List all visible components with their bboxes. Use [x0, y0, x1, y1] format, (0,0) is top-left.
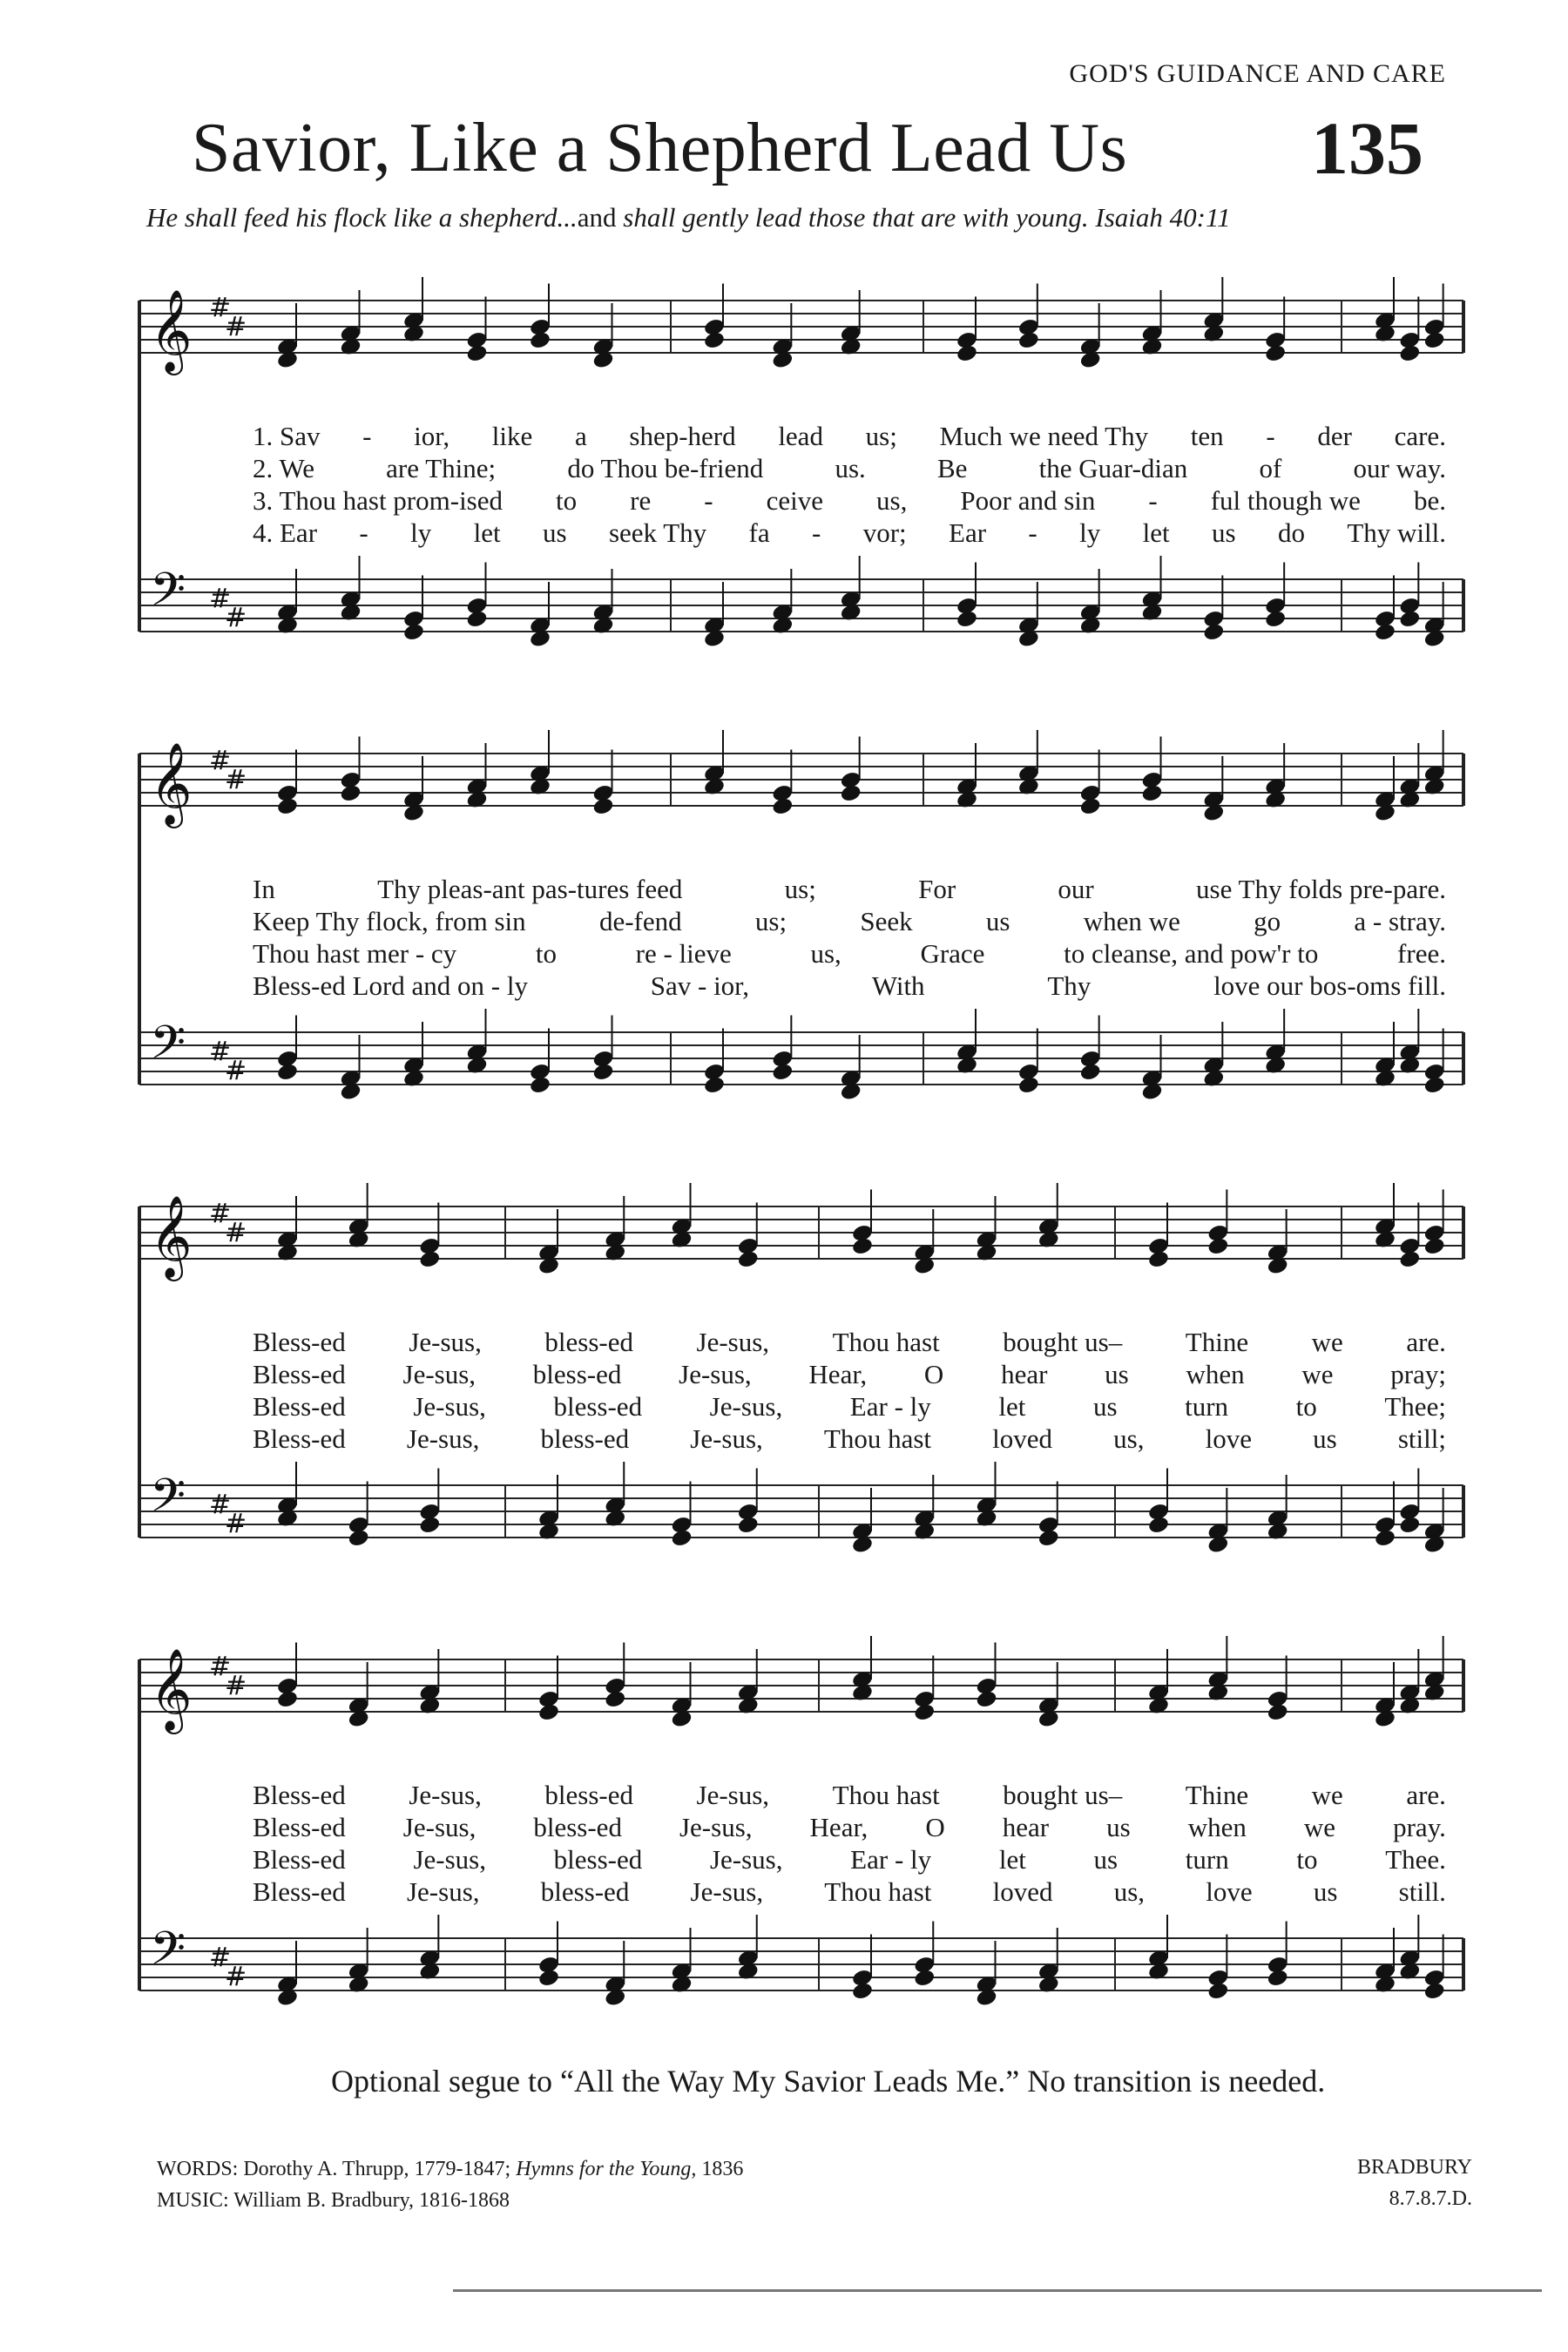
lyric-syllable: go: [1254, 906, 1281, 936]
lyric-syllable: fa: [748, 517, 770, 548]
lyric-syllable: us.: [835, 453, 866, 483]
lyric-syllable: bought us–: [1003, 1327, 1123, 1357]
lyric-syllable: O: [923, 1359, 944, 1389]
bass-staff: [139, 1485, 1463, 1538]
lyric-syllable: bought us–: [1003, 1780, 1123, 1810]
lyric-syllable: we: [1301, 1359, 1334, 1389]
lyric-syllable: are.: [1406, 1327, 1446, 1357]
lyric-syllable: care.: [1394, 421, 1446, 451]
words-label: WORDS: Dorothy A. Thrupp, 1779-1847;: [157, 2158, 517, 2180]
lyric-line: [253, 940, 1446, 967]
lyric-syllable: 3. Thou hast prom-ised: [253, 485, 504, 516]
lyric-syllable: we: [1311, 1780, 1343, 1810]
lyric-syllable: still;: [1397, 1423, 1446, 1454]
credits: [157, 2153, 743, 2216]
lyric-syllable: O: [925, 1812, 945, 1842]
lyric-syllable: shep-herd: [629, 421, 736, 451]
bass-notes: [276, 556, 1446, 648]
lyric-syllable: bless-ed: [553, 1844, 643, 1875]
sharp-icon: #: [225, 312, 247, 342]
lyric-line: [253, 1328, 1446, 1355]
lyric-syllable: Thine: [1185, 1780, 1249, 1810]
tune-name: BRADBURY: [1356, 2156, 1472, 2179]
lyric-syllable: to cleanse, and pow'r to: [1064, 938, 1319, 969]
bass-staff: [139, 1032, 1463, 1085]
lyric-line: [253, 1814, 1446, 1841]
lyric-syllable: Ear: [949, 517, 987, 548]
bass-staff: [139, 1938, 1463, 1990]
lyric-syllable: Thy will.: [1347, 517, 1446, 548]
lyric-syllable: let: [998, 1844, 1026, 1875]
lyric-line: [253, 1781, 1446, 1808]
lyric-syllable: Je-sus,: [413, 1391, 486, 1422]
lyric-syllable: Bless-ed: [253, 1780, 346, 1810]
treble-notes: [276, 730, 1446, 822]
words-source: Hymns for the Young,: [516, 2158, 697, 2180]
lyric-syllable: Je-sus,: [402, 1359, 476, 1389]
sharp-icon: #: [225, 1218, 247, 1248]
lyric-syllable: us,: [876, 485, 908, 516]
lyric-syllable: Thou hast: [824, 1876, 932, 1907]
sharp-icon: #: [209, 293, 232, 323]
treble-notes: [276, 277, 1446, 369]
lyric-syllable: are Thine;: [386, 453, 497, 483]
lyric-syllable: Je-sus,: [679, 1812, 753, 1842]
lyric-syllable: to: [1295, 1391, 1317, 1422]
lyric-line: [253, 972, 1446, 999]
lyric-syllable: Grace: [920, 938, 985, 969]
lyric-line: [253, 1846, 1446, 1873]
lyric-syllable: to: [556, 485, 578, 516]
lyric-syllable: Je-sus,: [409, 1327, 482, 1357]
score-system: [139, 1638, 1463, 2038]
lyric-syllable: of: [1259, 453, 1282, 483]
lyric-syllable: Bless-ed Lord and on - ly: [253, 970, 528, 1001]
bass-clef-icon: 𝄢: [150, 564, 186, 628]
lyric-syllable: ior,: [414, 421, 450, 451]
lyric-syllable: Bless-ed: [253, 1327, 346, 1357]
lyric-syllable: free.: [1397, 938, 1446, 969]
lyric-syllable: our: [1058, 874, 1094, 904]
sharp-icon: #: [209, 1199, 232, 1229]
lyric-syllable: us,: [1113, 1423, 1145, 1454]
lyric-syllable: -: [704, 485, 713, 516]
treble-clef-icon: 𝄞: [150, 1648, 193, 1731]
lyric-syllable: us: [1092, 1391, 1118, 1422]
lyric-syllable: lead: [778, 421, 823, 451]
lyric-syllable: let: [1142, 517, 1170, 548]
lyric-syllable: like: [491, 421, 533, 451]
lyric-syllable: loved: [992, 1876, 1053, 1907]
lyric-syllable: loved: [992, 1423, 1053, 1454]
lyric-syllable: us;: [784, 874, 816, 904]
lyric-syllable: Sav - ior,: [650, 970, 750, 1001]
lyric-syllable: re: [630, 485, 652, 516]
epigraph-text-2: and: [577, 202, 617, 233]
treble-staff: [139, 754, 1463, 806]
lyric-line: [253, 519, 1446, 546]
score-system: [139, 732, 1463, 1132]
lyric-syllable: us: [1212, 517, 1236, 548]
lyric-syllable: us: [1106, 1812, 1131, 1842]
music-credit: MUSIC: William B. Bradbury, 1816-1868: [157, 2189, 510, 2212]
lyric-syllable: us;: [754, 906, 787, 936]
lyric-syllable: hear: [1002, 1812, 1050, 1842]
lyric-syllable: ceive: [766, 485, 824, 516]
lyric-syllable: a - stray.: [1354, 906, 1446, 936]
lyric-syllable: -: [1148, 485, 1158, 516]
lyric-syllable: Thee.: [1385, 1844, 1446, 1875]
lyric-syllable: Je-sus,: [413, 1844, 486, 1875]
lyric-syllable: Je-sus,: [402, 1812, 476, 1842]
lyric-syllable: Thee;: [1384, 1391, 1446, 1422]
lyric-syllable: Poor and sin: [960, 485, 1096, 516]
lyric-syllable: Thine: [1185, 1327, 1249, 1357]
lyric-syllable: de-fend: [598, 906, 682, 936]
sharp-icon: #: [225, 603, 247, 633]
lyric-syllable: Thou hast: [832, 1780, 940, 1810]
lyric-syllable: Thy pleas-ant pas-tures feed: [377, 874, 683, 904]
treble-clef-icon: 𝄞: [150, 289, 193, 372]
meter: 8.7.8.7.D.: [1389, 2187, 1472, 2210]
lyric-syllable: a: [574, 421, 587, 451]
lyric-syllable: re - lieve: [635, 938, 732, 969]
segue-note: Optional segue to “All the Way My Savior Leads Me.” No transition is needed.: [331, 2064, 1326, 2099]
lyric-syllable: ten: [1190, 421, 1224, 451]
lyric-syllable: turn: [1185, 1391, 1229, 1422]
bass-clef-icon: 𝄢: [150, 1470, 186, 1534]
lyric-syllable: love: [1206, 1876, 1253, 1907]
sharp-icon: #: [209, 1943, 232, 1973]
lyric-syllable: Bless-ed: [253, 1812, 346, 1842]
lyric-syllable: For: [918, 874, 956, 904]
tune-info: [1357, 2152, 1472, 2214]
sharp-icon: #: [225, 1671, 247, 1701]
lyric-syllable: der: [1317, 421, 1352, 451]
sharp-icon: #: [209, 584, 232, 614]
lyric-syllable: hear: [1001, 1359, 1048, 1389]
lyric-syllable: Thou hast: [832, 1327, 940, 1357]
score-system: [139, 1185, 1463, 1585]
lyric-syllable: bless-ed: [544, 1780, 633, 1810]
lyric-syllable: Bless-ed: [253, 1359, 346, 1389]
lyric-syllable: us: [542, 517, 567, 548]
lyric-syllable: let: [473, 517, 501, 548]
lyric-syllable: bless-ed: [540, 1423, 630, 1454]
lyric-syllable: -: [1266, 421, 1275, 451]
lyric-syllable: Bless-ed: [253, 1844, 346, 1875]
lyric-line: [253, 875, 1446, 902]
lyric-syllable: do: [1277, 517, 1305, 548]
lyric-syllable: 2. We: [253, 453, 314, 483]
hymn-title: Savior, Like a Shepherd Lead Us: [192, 110, 1128, 186]
lyric-syllable: vor;: [862, 517, 907, 548]
bass-clef-icon: 𝄢: [150, 1017, 186, 1081]
lyric-syllable: us: [1313, 1876, 1338, 1907]
lyric-syllable: us;: [865, 421, 897, 451]
treble-staff: [139, 301, 1463, 353]
lyric-syllable: us: [985, 906, 1010, 936]
epigraph-text-3: shall gently lead those that are with young.: [616, 202, 1089, 233]
lyric-syllable: Keep Thy flock, from sin: [253, 906, 526, 936]
lyric-syllable: -: [359, 517, 368, 548]
lyric-syllable: Je-sus,: [690, 1876, 764, 1907]
bass-notes: [276, 1462, 1446, 1554]
lyric-syllable: Je-sus,: [679, 1359, 752, 1389]
lyric-syllable: Je-sus,: [406, 1876, 480, 1907]
lyric-line: [253, 908, 1446, 935]
lyric-syllable: 4. Ear: [253, 517, 318, 548]
treble-staff: [139, 1659, 1463, 1712]
bass-clef-icon: 𝄢: [150, 1923, 186, 1987]
lyric-syllable: Je-sus,: [406, 1423, 480, 1454]
lyric-line: [253, 422, 1446, 449]
epigraph-text-1: He shall feed his flock like a shepherd...: [146, 202, 578, 233]
treble-staff: [139, 1206, 1463, 1259]
lyric-line: [253, 1425, 1446, 1452]
lyric-syllable: when: [1187, 1812, 1247, 1842]
lyric-syllable: love: [1205, 1423, 1252, 1454]
lyric-syllable: Seek: [860, 906, 913, 936]
lyric-syllable: Hear,: [809, 1812, 868, 1842]
bass-staff: [139, 579, 1463, 632]
lyric-syllable: are.: [1406, 1780, 1446, 1810]
scripture-epigraph: [146, 202, 1231, 233]
lyric-syllable: we: [1311, 1327, 1343, 1357]
lyric-line: [253, 1393, 1446, 1420]
lyric-syllable: seek Thy: [608, 517, 707, 548]
lyric-syllable: With: [871, 970, 925, 1001]
lyric-line: [253, 1878, 1446, 1905]
lyric-syllable: ful though we: [1210, 485, 1361, 516]
lyric-syllable: turn: [1185, 1844, 1229, 1875]
treble-notes: [276, 1636, 1446, 1728]
words-credit: [157, 2153, 743, 2185]
lyric-line: [253, 487, 1446, 514]
bass-notes: [276, 1009, 1446, 1101]
sharp-icon: #: [209, 1490, 232, 1520]
lyric-syllable: be.: [1413, 485, 1446, 516]
hymnal-section: GOD'S GUIDANCE AND CARE: [1069, 59, 1446, 88]
lyric-syllable: still.: [1398, 1876, 1446, 1907]
lyric-syllable: Thy: [1047, 970, 1092, 1001]
lyric-syllable: Thou hast mer - cy: [253, 938, 457, 969]
lyric-syllable: Bless-ed: [253, 1876, 346, 1907]
lyric-syllable: bless-ed: [533, 1812, 622, 1842]
lyric-syllable: to: [535, 938, 557, 969]
lyric-syllable: Much we need Thy: [939, 421, 1149, 451]
lyric-syllable: -: [1028, 517, 1037, 548]
lyric-syllable: bless-ed: [532, 1359, 622, 1389]
hymn-number: 135: [1311, 106, 1423, 190]
sharp-icon: #: [209, 1652, 232, 1682]
lyric-syllable: Bless-ed: [253, 1391, 346, 1422]
lyric-line: [253, 455, 1446, 482]
epigraph-reference: Isaiah 40:11: [1088, 202, 1231, 233]
lyric-syllable: we: [1303, 1812, 1336, 1842]
lyric-syllable: Ear - ly: [849, 1391, 931, 1422]
lyric-syllable: let: [998, 1391, 1026, 1422]
lyric-syllable: Je-sus,: [696, 1327, 770, 1357]
lyric-syllable: do Thou be-friend: [567, 453, 764, 483]
lyric-syllable: Je-sus,: [696, 1780, 770, 1810]
lyric-syllable: bless-ed: [553, 1391, 643, 1422]
lyric-syllable: Je-sus,: [709, 1391, 783, 1422]
lyric-syllable: us,: [810, 938, 841, 969]
lyric-syllable: Ear - ly: [850, 1844, 932, 1875]
sharp-icon: #: [225, 1056, 247, 1086]
lyric-syllable: when we: [1083, 906, 1180, 936]
lyric-syllable: -: [812, 517, 821, 548]
treble-notes: [276, 1183, 1446, 1275]
lyric-syllable: bless-ed: [540, 1876, 630, 1907]
bottom-rule: [453, 2289, 1542, 2292]
lyric-syllable: Be: [937, 453, 968, 483]
lyric-syllable: Je-sus,: [690, 1423, 763, 1454]
lyric-syllable: when: [1186, 1359, 1245, 1389]
lyric-syllable: us: [1313, 1423, 1337, 1454]
lyric-syllable: us: [1105, 1359, 1129, 1389]
lyric-syllable: bless-ed: [544, 1327, 633, 1357]
treble-clef-icon: 𝄞: [150, 1195, 193, 1278]
lyric-syllable: us: [1093, 1844, 1119, 1875]
score-system: [139, 279, 1463, 679]
lyric-syllable: In: [253, 874, 275, 904]
lyric-syllable: Thou hast: [823, 1423, 932, 1454]
sharp-icon: #: [225, 765, 247, 795]
lyric-syllable: love our bos-oms fill.: [1213, 970, 1446, 1001]
sharp-icon: #: [209, 746, 232, 776]
lyric-syllable: use Thy folds pre-pare.: [1196, 874, 1446, 904]
lyric-syllable: Je-sus,: [409, 1780, 482, 1810]
lyric-syllable: ly: [410, 517, 432, 548]
lyric-syllable: ly: [1079, 517, 1101, 548]
lyric-syllable: Hear,: [808, 1359, 868, 1389]
lyric-syllable: 1. Sav: [253, 421, 321, 451]
lyric-syllable: pray.: [1393, 1812, 1446, 1842]
bass-notes: [276, 1915, 1446, 2007]
lyric-syllable: -: [362, 421, 372, 451]
sharp-icon: #: [225, 1962, 247, 1992]
sharp-icon: #: [225, 1509, 247, 1539]
lyric-syllable: Je-sus,: [709, 1844, 783, 1875]
lyric-syllable: the Guar-dian: [1038, 453, 1188, 483]
lyric-syllable: our way.: [1353, 453, 1446, 483]
lyric-line: [253, 1361, 1446, 1388]
lyric-syllable: Bless-ed: [253, 1423, 346, 1454]
lyric-syllable: to: [1296, 1844, 1318, 1875]
sharp-icon: #: [209, 1037, 232, 1067]
words-year: 1836: [696, 2158, 744, 2180]
treble-clef-icon: 𝄞: [150, 742, 193, 825]
lyric-syllable: pray;: [1390, 1359, 1446, 1389]
lyric-syllable: us,: [1113, 1876, 1146, 1907]
